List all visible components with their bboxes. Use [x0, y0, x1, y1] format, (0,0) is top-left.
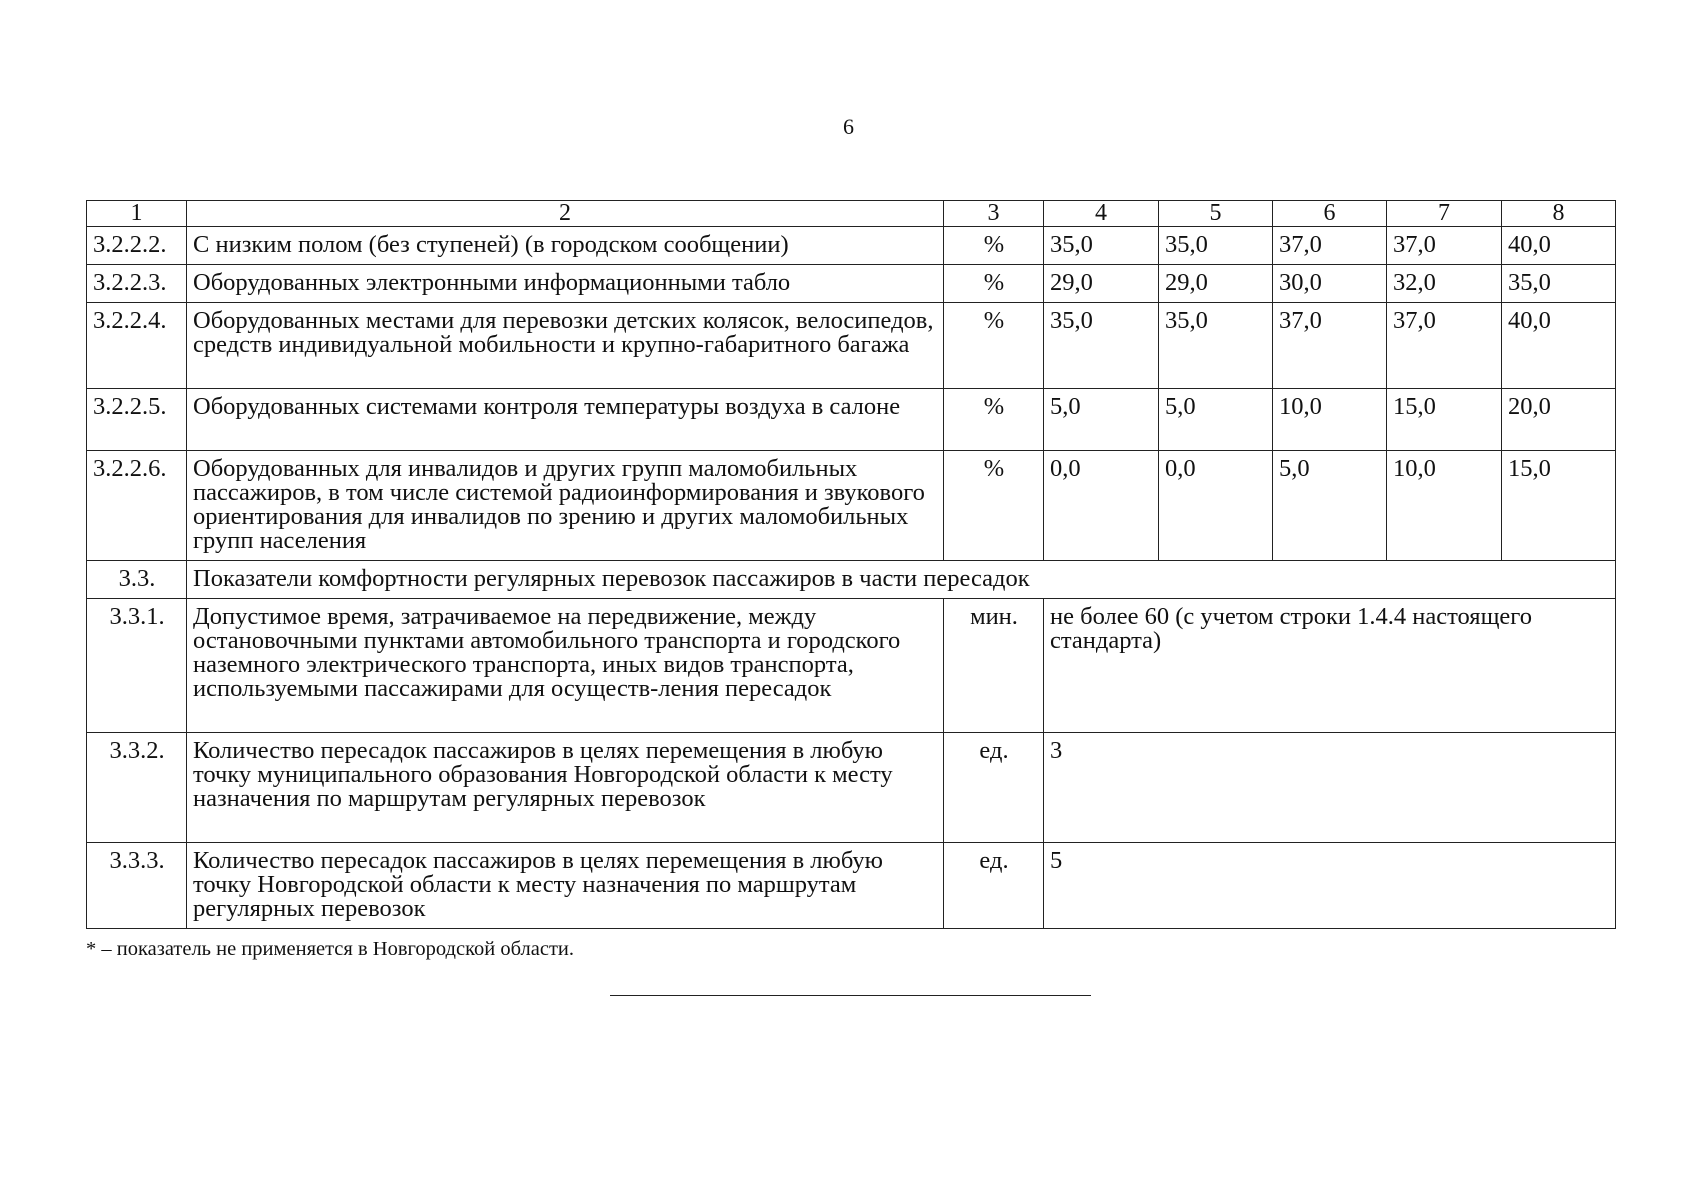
section-number: 3.3. — [87, 561, 187, 599]
footnote: * – показатель не применяется в Новгородской области. — [86, 938, 575, 960]
header-cell: 3 — [944, 201, 1044, 227]
table-row — [87, 733, 1616, 843]
row-value: 5,0 — [1273, 451, 1387, 561]
row-value: 15,0 — [1502, 451, 1616, 561]
row-number: 3.2.2.3. — [87, 265, 187, 303]
row-unit: ед. — [944, 843, 1044, 929]
row-value-merged: не более 60 (с учетом строки 1.4.4 настоящего стандарта) — [1044, 599, 1616, 733]
header-cell: 7 — [1387, 201, 1502, 227]
table-row — [87, 843, 1616, 929]
row-description: Количество пересадок пассажиров в целях перемещения в любую точку муниципального образования Новгородской области к месту назначения по маршрутам регулярных перевозок — [187, 733, 944, 843]
standard-indicators-table — [86, 200, 1616, 929]
header-cell: 8 — [1502, 201, 1616, 227]
row-unit: мин. — [944, 599, 1044, 733]
row-unit: ед. — [944, 733, 1044, 843]
row-number: 3.2.2.4. — [87, 303, 187, 389]
row-value: 0,0 — [1044, 451, 1159, 561]
row-unit: % — [944, 265, 1044, 303]
table-row — [87, 451, 1616, 561]
row-value: 29,0 — [1159, 265, 1273, 303]
row-value: 20,0 — [1502, 389, 1616, 451]
row-value: 0,0 — [1159, 451, 1273, 561]
header-cell: 4 — [1044, 201, 1159, 227]
row-value: 35,0 — [1159, 303, 1273, 389]
row-unit: % — [944, 389, 1044, 451]
row-number: 3.2.2.2. — [87, 227, 187, 265]
row-value: 35,0 — [1502, 265, 1616, 303]
row-number: 3.2.2.5. — [87, 389, 187, 451]
page-number: 6 — [843, 114, 854, 139]
row-value-merged: 5 — [1044, 843, 1616, 929]
row-description: Допустимое время, затрачиваемое на передвижение, между остановочными пунктами автомобильного транспорта и городского наземного электрического транспорта, иных видов транспорта, используемыми пассажирами для осуществ-ления пересадок — [187, 599, 944, 733]
end-divider-line — [610, 995, 1091, 996]
table-header-row — [87, 201, 1616, 227]
row-number: 3.3.1. — [87, 599, 187, 733]
row-value: 40,0 — [1502, 227, 1616, 265]
row-value: 10,0 — [1273, 389, 1387, 451]
row-description: Оборудованных электронными информационными табло — [187, 265, 944, 303]
row-value: 15,0 — [1387, 389, 1502, 451]
row-description: Количество пересадок пассажиров в целях перемещения в любую точку Новгородской области к месту назначения по маршрутам регулярных перевозок — [187, 843, 944, 929]
row-description: Оборудованных местами для перевозки детских колясок, велосипедов, средств индивидуальной мобильности и крупно-габаритного багажа — [187, 303, 944, 389]
table-row — [87, 389, 1616, 451]
row-number: 3.3.3. — [87, 843, 187, 929]
header-cell: 2 — [187, 201, 944, 227]
row-description: Оборудованных для инвалидов и других групп маломобильных пассажиров, в том числе системой радиоинформирования и звукового ориентирования для инвалидов по зрению и других маломобильных групп населения — [187, 451, 944, 561]
table-row — [87, 599, 1616, 733]
table-row — [87, 227, 1616, 265]
row-unit: % — [944, 227, 1044, 265]
row-unit: % — [944, 451, 1044, 561]
row-description: Оборудованных системами контроля температуры воздуха в салоне — [187, 389, 944, 451]
row-value: 37,0 — [1273, 227, 1387, 265]
row-number: 3.3.2. — [87, 733, 187, 843]
header-cell: 5 — [1159, 201, 1273, 227]
row-description: С низким полом (без ступеней) (в городском сообщении) — [187, 227, 944, 265]
table-row — [87, 303, 1616, 389]
section-row — [87, 561, 1616, 599]
row-value: 29,0 — [1044, 265, 1159, 303]
row-value: 32,0 — [1387, 265, 1502, 303]
row-value: 30,0 — [1273, 265, 1387, 303]
header-cell: 6 — [1273, 201, 1387, 227]
row-value: 37,0 — [1387, 227, 1502, 265]
row-number: 3.2.2.6. — [87, 451, 187, 561]
header-cell: 1 — [87, 201, 187, 227]
section-title: Показатели комфортности регулярных перевозок пассажиров в части пересадок — [187, 561, 1616, 599]
row-value: 5,0 — [1044, 389, 1159, 451]
row-value: 35,0 — [1044, 227, 1159, 265]
row-value: 37,0 — [1387, 303, 1502, 389]
row-value: 10,0 — [1387, 451, 1502, 561]
row-value-merged: 3 — [1044, 733, 1616, 843]
row-value: 37,0 — [1273, 303, 1387, 389]
row-unit: % — [944, 303, 1044, 389]
table-row — [87, 265, 1616, 303]
row-value: 35,0 — [1044, 303, 1159, 389]
row-value: 40,0 — [1502, 303, 1616, 389]
row-value: 5,0 — [1159, 389, 1273, 451]
row-value: 35,0 — [1159, 227, 1273, 265]
